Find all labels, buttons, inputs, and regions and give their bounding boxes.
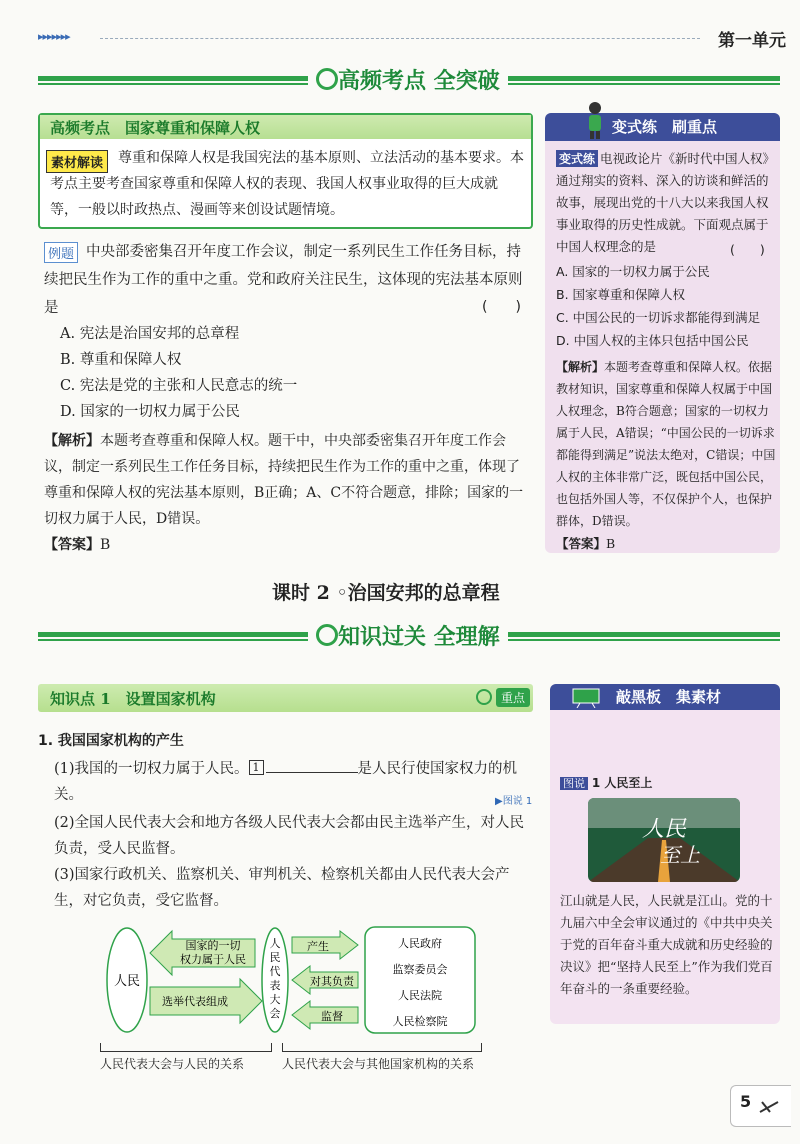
answer-blank: ( ) bbox=[482, 299, 521, 315]
congress-char-6: 会 bbox=[269, 1007, 281, 1020]
people-first-text: 江山就是人民，人民就是江山。党的十九届六中全会审议通过的《中共中央关于党的百年奋斗重大成就和历史经验的决议》把“坚持人民至上”作为我们党百年奋斗的一条重要经验。 bbox=[560, 893, 773, 996]
section-logo-icon bbox=[316, 624, 338, 646]
option-a: A. 宪法是治国安邦的总章程 bbox=[60, 326, 240, 342]
figure-reference: ▶图说 1 bbox=[495, 796, 533, 807]
example-label: 例题 bbox=[44, 242, 78, 263]
header-arrows: ▸▸▸▸▸▸▸ bbox=[38, 30, 70, 43]
analysis-label: 【解析】 bbox=[44, 433, 100, 449]
answer-value: B bbox=[100, 537, 111, 553]
target-icon bbox=[476, 689, 492, 705]
congress-char-3: 代 bbox=[269, 965, 281, 978]
paragraph-2: (2)全国人民代表大会和地方各级人民代表大会都由民主选举产生，对人民负责，受人民监督。 bbox=[54, 815, 525, 857]
practice-analysis-text: 本题考查尊重和保障人权。依据教材知识，国家尊重和保障人权属于中国人权理念，B符合题意；国家的一切权力属于人民，A错误；“中国公民的一切诉求都能得到满足”说法太绝对，C错误；中国人权的主体非常广泛，既包括中国公民，也包括外国人等，不仅保护个人，也保护群体，D错误。 bbox=[556, 360, 776, 528]
organ-court: 人民法院 bbox=[398, 989, 442, 1002]
practice-answer-blank: ( ) bbox=[730, 242, 765, 257]
section-title: 高频考点 全突破 bbox=[308, 64, 508, 95]
state-organs-diagram bbox=[100, 925, 480, 1035]
practice-analysis bbox=[556, 356, 776, 532]
practice-option-d: D. 中国人权的主体只包括中国公民 bbox=[556, 333, 749, 348]
illustration-text-2: 至上 bbox=[660, 843, 700, 867]
organ-procuratorate: 人民检察院 bbox=[392, 1015, 448, 1028]
arrow-label-top-1: 国家的一切 bbox=[185, 939, 241, 952]
practice-answer bbox=[556, 534, 615, 552]
lesson-title: 课时 2 ◦治国安邦的总章程 bbox=[272, 582, 500, 604]
congress-char-2: 民 bbox=[269, 951, 281, 964]
diagram-caption-1: 人民代表大会与人民的关系 bbox=[100, 1057, 245, 1071]
header-dotted-line bbox=[100, 38, 700, 39]
practice-option-b: B. 国家尊重和保障人权 bbox=[556, 287, 686, 302]
answer-label: 【答案】 bbox=[44, 537, 100, 553]
unit-label: 第一单元 bbox=[718, 31, 786, 51]
fill-blank bbox=[266, 772, 358, 773]
example-analysis bbox=[44, 428, 532, 532]
practice-answer-label: 【答案】 bbox=[556, 536, 607, 551]
illustration-text-1: 人民 bbox=[641, 817, 687, 842]
section-logo-icon bbox=[316, 68, 338, 90]
material-interpretation-label: 素材解读 bbox=[46, 150, 108, 173]
arrow-supervise-label: 监督 bbox=[321, 1010, 343, 1023]
congress-char-1: 人 bbox=[269, 937, 281, 950]
paragraph-1 bbox=[54, 756, 532, 808]
knowledge-point-title: 知识点 1 设置国家机构 bbox=[50, 690, 216, 708]
key-point-title: 高频考点 国家尊重和保障人权 bbox=[50, 119, 261, 137]
people-first-illustration bbox=[588, 798, 740, 882]
practice-option-a: A. 国家的一切权力属于公民 bbox=[556, 264, 710, 279]
people-label: 人民 bbox=[113, 974, 141, 989]
section-title: 知识过关 全理解 bbox=[308, 620, 508, 651]
arrow-label-bottom: 选举代表组成 bbox=[162, 995, 228, 1008]
organ-supervisory: 监察委员会 bbox=[392, 963, 448, 976]
option-c: C. 宪法是党的主张和人民意志的统一 bbox=[60, 378, 298, 394]
illustration-title: 1 人民至上 bbox=[591, 776, 653, 790]
illustration-label bbox=[560, 774, 652, 791]
section-header-knowledge bbox=[38, 622, 780, 652]
paragraph-1-start: (1)我国的一切权力属于人民。 bbox=[54, 761, 249, 777]
congress-char-4: 表 bbox=[269, 979, 281, 992]
paragraph-3: (3)国家行政机关、监察机关、审判机关、检察机关都由人民代表大会产生，对它负责，受它监督。 bbox=[54, 867, 510, 909]
key-badge: 重点 bbox=[496, 688, 530, 707]
analysis-text: 本题考查尊重和保障人权。题干中，中央部委密集召开年度工作会议，制定一系列民生工作任务目标，持续把民生作为工作的重中之重，体现了尊重和保障人权的宪法基本原则，B正确；A、C不符合题意，排除；国家的一切权力属于人民，D错误。 bbox=[44, 433, 524, 527]
pen-ruler-icon bbox=[758, 1096, 780, 1114]
practice-option-c: C. 中国公民的一切诉求都能得到满足 bbox=[556, 310, 761, 325]
illustration-tag: 图说 bbox=[560, 777, 588, 790]
option-b: B. 尊重和保障人权 bbox=[60, 352, 182, 368]
paragraph-1-end: 是人民行使国家权力的机关。 bbox=[54, 761, 518, 803]
section-header-high-frequency bbox=[38, 66, 780, 96]
practice-answer-value: B bbox=[606, 536, 616, 551]
option-d: D. 国家的一切权力属于公民 bbox=[60, 404, 240, 420]
arrow-produce-label: 产生 bbox=[307, 940, 329, 953]
diagram-caption-2: 人民代表大会与其他国家机构的关系 bbox=[282, 1057, 475, 1071]
organ-government: 人民政府 bbox=[398, 937, 442, 950]
example-question: 中央部委密集召开年度工作会议，制定一系列民生工作任务目标，持续把民生作为工作的重中之重。党和政府关注民生，这体现的宪法基本原则是 bbox=[44, 244, 523, 316]
practice-question: 电视政论片《新时代中国人权》通过翔实的资料、深入的访谈和鲜活的故事，展现出党的十八大以来我国人权事业取得的历史性成就。下面观点属于中国人权理念的是 bbox=[556, 151, 776, 254]
blackboard-panel-title: 敲黑板 集素材 bbox=[616, 688, 722, 706]
student-figure-icon bbox=[582, 100, 608, 140]
arrow-label-top-2: 权力属于人民 bbox=[180, 953, 246, 966]
congress-char-5: 大 bbox=[269, 993, 281, 1006]
arrow-responsible-label: 对其负责 bbox=[310, 975, 354, 988]
practice-analysis-label: 【解析】 bbox=[556, 360, 605, 374]
caption-bracket-1 bbox=[100, 1043, 272, 1052]
blank-number: 1 bbox=[249, 760, 264, 775]
caption-bracket-2 bbox=[282, 1043, 482, 1052]
page-number: 5 bbox=[740, 1092, 752, 1111]
practice-panel-title: 变式练 刷重点 bbox=[612, 118, 718, 136]
blackboard-icon bbox=[572, 688, 600, 708]
example-answer bbox=[44, 534, 110, 554]
subsection-title: 1. 我国国家机构的产生 bbox=[38, 733, 184, 749]
material-interpretation-text: 尊重和保障人权是我国宪法的基本原则、立法活动的基本要求。本考点主要考查国家尊重和保障人权的表现、我国人权事业取得的巨大成就等，一般以时政热点、漫画等来创设试题情境。 bbox=[50, 150, 524, 218]
practice-label: 变式练 bbox=[556, 150, 598, 167]
